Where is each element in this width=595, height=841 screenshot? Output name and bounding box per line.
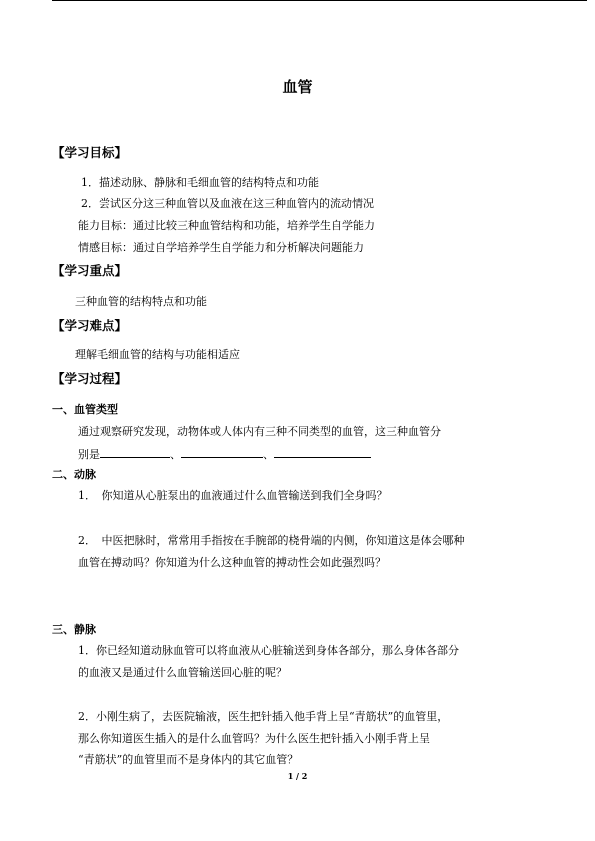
blank-separator: 、 <box>170 448 181 461</box>
section-heading-key-points: 【学习重点】 <box>52 263 128 278</box>
answer-blank-1[interactable] <box>100 447 170 458</box>
objective-item: 情感目标：通过自学培养学生自学能力和分析解决问题能力 <box>78 241 364 254</box>
part3-question: “青筋状”的血管里而不是身体内的其它血管？ <box>78 753 299 766</box>
section-heading-objectives: 【学习目标】 <box>52 145 128 160</box>
part2-question: 1． 你知道从心脏泵出的血液通过什么血管输送到我们全身吗？ <box>78 489 388 502</box>
part2-heading: 二、动脉 <box>52 468 96 481</box>
part3-heading: 三、静脉 <box>52 623 96 636</box>
objective-item: 能力目标：通过比较三种血管结构和功能，培养学生自学能力 <box>78 219 375 232</box>
part1-line-prefix: 别是 <box>78 448 100 461</box>
objective-item: 1．描述动脉、静脉和毛细血管的结构特点和功能 <box>81 176 319 189</box>
page-title: 血管 <box>282 78 313 96</box>
answer-blank-2[interactable] <box>181 447 263 458</box>
section-heading-difficulties: 【学习难点】 <box>52 318 128 333</box>
header-rule <box>52 0 587 1</box>
answer-blank-3[interactable] <box>274 447 371 458</box>
part1-blanks-line <box>78 447 371 460</box>
part3-question: 2．小刚生病了，去医院输液，医生把针插入他手背上呈“青筋状”的血管里， <box>78 710 449 723</box>
part1-heading: 一、血管类型 <box>52 403 118 416</box>
part2-question: 2． 中医把脉时，常常用手指按在手腕部的桡骨端的内侧，你知道这是体会哪种 <box>78 534 465 547</box>
part2-question: 血管在搏动吗？你知道为什么这种血管的搏动性会如此强烈吗？ <box>78 556 386 569</box>
blank-separator: 、 <box>263 448 274 461</box>
part3-question: 的血液又是通过什么血管输送回心脏的呢？ <box>78 666 287 679</box>
difficulty-text: 理解毛细血管的结构与功能相适应 <box>75 348 240 361</box>
page-number: 1 / 2 <box>287 771 308 781</box>
part1-line: 通过观察研究发现，动物体或人体内有三种不同类型的血管，这三种血管分 <box>78 425 441 438</box>
objective-item: 2．尝试区分这三种血管以及血液在这三种血管内的流动情况 <box>81 197 374 210</box>
part3-question: 1．你已经知道动脉血管可以将血液从心脏输送到身体各部分，那么身体各部分 <box>78 644 459 657</box>
section-heading-process: 【学习过程】 <box>52 371 128 386</box>
key-point-text: 三种血管的结构特点和功能 <box>75 295 207 308</box>
part3-question: 那么你知道医生插入的是什么血管吗？为什么医生把针插入小刚手背上呈 <box>78 732 430 745</box>
